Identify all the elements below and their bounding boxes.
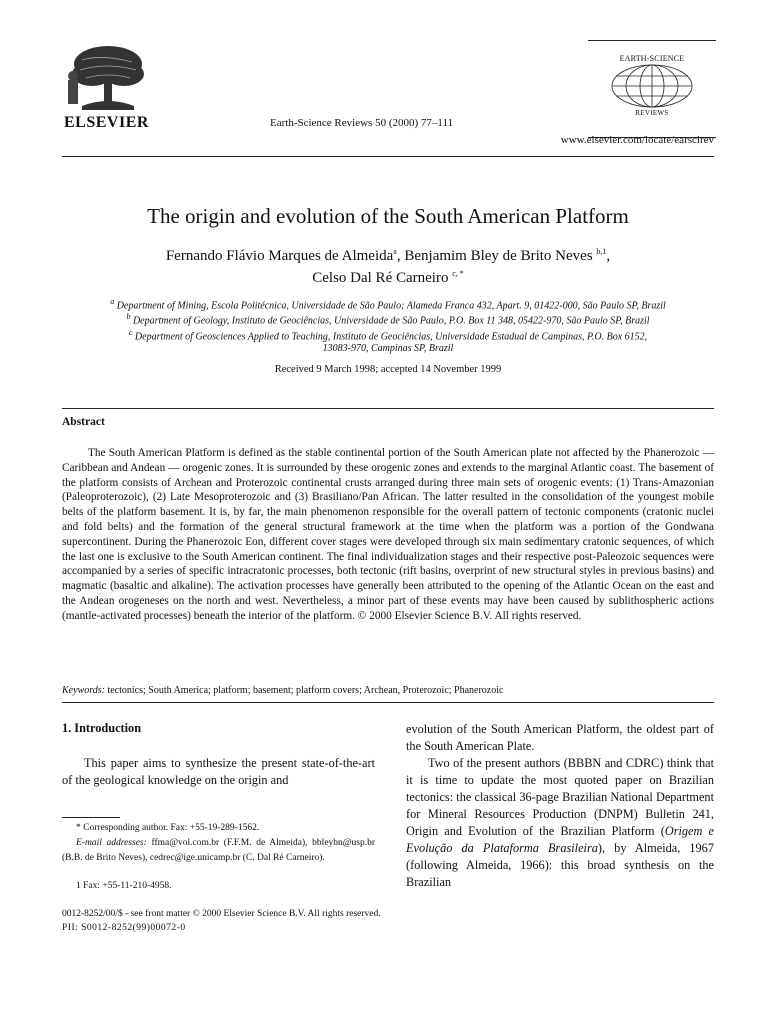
paragraph-text: ), by Almeida, 1967 (following Almeida, 1966): this broad synthesis on the Brazilian: [406, 841, 714, 889]
keywords: [62, 685, 714, 696]
affiliation-c-continued: 13083-970, Campinas SP, Brazil: [322, 343, 454, 354]
italic-title: Origem e Evolução da Plataforma Brasileira: [406, 824, 714, 855]
affiliation-mark: c: [128, 328, 133, 337]
journal-citation: Earth-Science Reviews 50 (2000) 77–111: [270, 117, 454, 129]
footnote-emails: [62, 836, 375, 865]
abstract-heading: Abstract: [62, 416, 105, 428]
journal-logo-subtitle: REVIEWS: [635, 109, 669, 117]
author-name: Celso Dal Ré Carneiro: [312, 270, 449, 286]
author-affil-mark: a: [393, 247, 397, 256]
keywords-divider: [62, 702, 714, 703]
abstract-divider: [62, 408, 714, 409]
intro-paragraph-right-2: [406, 755, 714, 891]
affiliation-text: Department of Mining, Escola Politécnica, Universidade de São Paulo; Alameda Franca 432, Apart. 9, 01422-000, São Paulo SP, Brazil: [116, 300, 666, 312]
author-separator: ,: [606, 248, 611, 264]
journal-logo-title: EARTH-SCIENCE: [619, 54, 685, 63]
intro-paragraph-left: This paper aims to synthesize the present state-of-the-art of the geological knowledge on the origin and: [62, 756, 375, 787]
received-dates: Received 9 March 1998; accepted 14 November 1999: [274, 364, 502, 375]
affiliation-mark: b: [126, 312, 131, 321]
globe-icon: [610, 63, 694, 109]
journal-logo: [588, 40, 716, 138]
affiliation-text: Department of Geosciences Applied to Teaching, Instituto de Geociências, Universidade Estadual de Campinas, P.O. Box 6152,: [134, 331, 648, 343]
affiliation-b: [62, 312, 714, 326]
author-affil-mark: c, *: [452, 269, 464, 278]
author-affil-mark: b,1: [596, 247, 607, 256]
copyright-line: 0012-8252/00/$ - see front matter © 2000 Elsevier Science B.V. All rights reserved.: [62, 909, 381, 919]
section-heading: 1. Introduction: [62, 721, 142, 735]
header-divider: [62, 156, 714, 157]
affiliation-c: [62, 328, 714, 342]
footnote-email-text: ffma@vol.com.br (F.F.M. de Almeida), bbleybn@usp.br (B.B. de Brito Neves), cedrec@ige.unicamp.br (C. Dal Ré Carneiro).: [62, 838, 376, 863]
abstract-text: The South American Platform is defined as the stable continental portion of the South American plate not affected by the Phanerozoic — Caribbean and Andean — orogenic zones. It is surrounded by these orogenic zones and extends to the marginal Atlantic coast. The basement of the platform consists of Archean and Proterozoic continental crusts arranged during three main sets of orogenic events: (1) Trans-Amazonian (Paleoproterozoic), (2) Late Mesoproterozoic and (3) Brasiliano/Pan African. The latter resulted in the consolidation of the youngest mobile belts of the platform basement. It is, by far, the main phenomenon responsible for the overall pattern of tectonic components (cratonic nuclei and fold belts) and the formation of the general structural framework at the time when the platform was a portion of the Gondwana supercontinent. During the Phanerozoic Eon, different cover stages were developed through six main sedimentary cratonic sequences, of which the last one is exclusive to the South American continent. The final individualization stages and their respective post-Paleozoic sequences were accompanied by a series of specific intracratonic processes, both tectonic (rift basins, overprint of new structural styles in previous basins) and magmatic (basaltic and alkaline). The activation processes have generally been attributed to the opening of the Atlantic Ocean on the east and the Andean orogeneses on the north and west. Nevertheless, a minor part of these events may have been caused by sublithospheric actions (mantle-activated processes) beneath the interior of the platform. © 2000 Elsevier Science B.V. All rights reserved.: [62, 447, 714, 622]
affiliation-a: [62, 297, 714, 311]
footnote-divider: [62, 817, 120, 818]
author-name: Fernando Flávio Marques de Almeida: [165, 248, 394, 264]
intro-paragraph-right-1: evolution of the South American Platform, the oldest part of the South American Plate.: [406, 722, 714, 753]
author-line-2: [62, 269, 714, 287]
footnote-email-label: E-mail addresses:: [76, 838, 147, 848]
journal-url[interactable]: www.elsevier.com/locate/earscirev: [560, 134, 714, 146]
paragraph-text: Two of the present authors (BBBN and CDRC) think that it is time to update the most quoted paper on Brazilian tectonics: the classical 36-page Brazilian National Department for Mineral Resources Production (DNPM) Bulletin 241, Origin and Evolution of the Brazilian Platform (: [406, 756, 714, 838]
keywords-label: Keywords:: [62, 685, 105, 696]
keywords-text: tectonics; South America; platform; basement; platform covers; Archean, Proterozoic; Phanerozoic: [107, 685, 504, 696]
affiliation-mark: a: [110, 297, 115, 306]
publisher-name: ELSEVIER: [64, 114, 149, 131]
article-title: The origin and evolution of the South American Platform: [147, 204, 629, 228]
author-name: Benjamim Bley de Brito Neves: [404, 248, 593, 264]
footnote-fax: 1 Fax: +55-11-210-4958.: [76, 881, 172, 891]
pii-line: PII: S0012-8252(99)00072-0: [62, 923, 186, 933]
affiliation-text: Department of Geology, Instituto de Geociências, Universidade de São Paulo, P.O. Box 11 348, 05422-970, São Paulo SP, Brazil: [132, 315, 650, 327]
author-line-1: [62, 247, 714, 265]
footnote-corresponding: * Corresponding author. Fax: +55-19-289-1562.: [76, 823, 260, 833]
author-separator: ,: [396, 248, 405, 264]
